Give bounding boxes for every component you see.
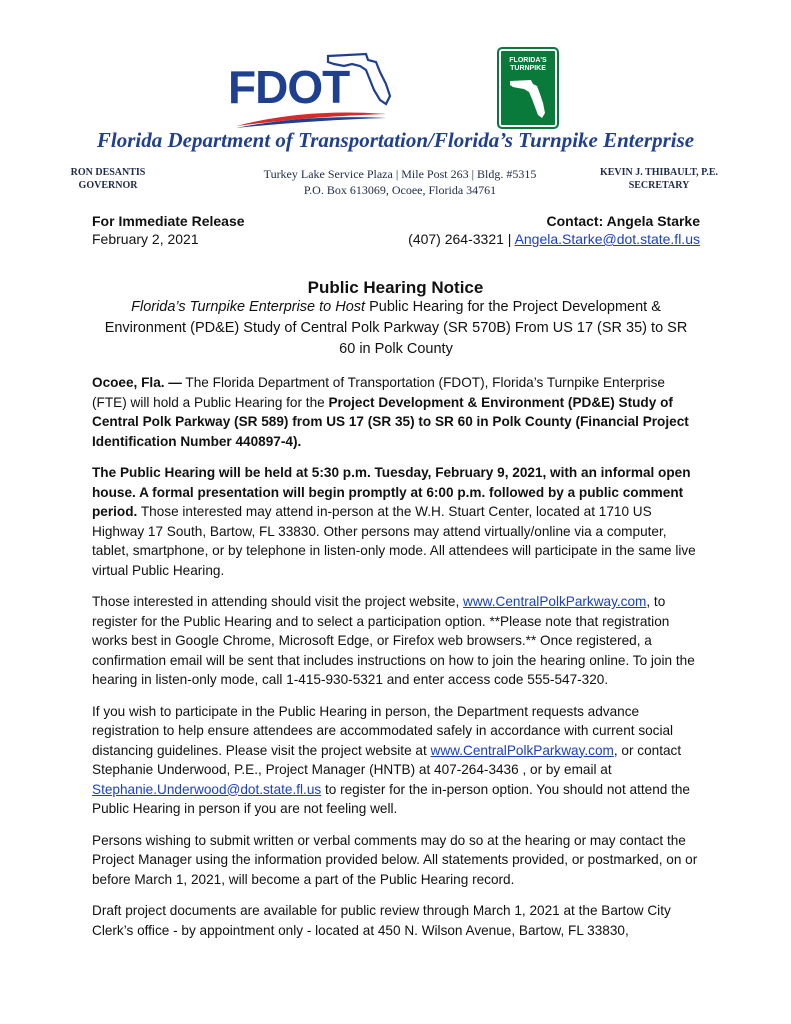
subtitle-rest: Public Hearing for the Project Development & Environment (PD&E) Study of Central Polk Parkway (SR 570B) From US 17 (SR 35) to SR 60 in Polk County (104, 299, 688, 357)
notice-title: Public Hearing Notice (307, 278, 484, 297)
turnpike-logo (497, 47, 559, 129)
paragraph-3 (92, 592, 702, 690)
notice-subtitle (96, 297, 696, 360)
subtitle-italic: Florida’s Turnpike Enterprise to Host (131, 299, 366, 315)
agency-address (240, 166, 560, 198)
fdot-swoosh-icon (236, 110, 386, 128)
paragraph-5: Persons wishing to submit written or verbal comments may do so at the hearing or may contact the Project Manager using the information provided below. All statements provided, or postmarked, on or before March 1, 2021, will become a part of the Public Hearing record. (92, 832, 698, 887)
p2-text: Those interested may attend in-person at the W.H. Stuart Center, located at 1710 US Highway 17 South, Bartow, FL 33830. Other persons may attend virtually/online via a computer, tablet, smartphone, or by telephone in listen-only mode. All attendees will participate in the same live virtual Public Hearing. (92, 504, 696, 578)
contact-phone: (407) 264-3321 (408, 231, 504, 247)
contact-separator: | (503, 231, 515, 247)
governor-title: GOVERNOR (78, 180, 138, 191)
p3-text-1: Those interested in attending should visit the project website, (92, 594, 464, 609)
p3-text-2: , to register for the Public Hearing and to select a participation option. **Please note that registration works best in Google Chrome, Microsoft Edge, or Firefox web browsers.** Once registered, a confirmation email will be sent that includes instructions on how to join the hearing online. To join the hearing in listen-only mode, call 1-415-930-5321 and enter access code 555-547-320. (92, 594, 695, 687)
secretary-name: KEVIN J. THIBAULT, P.E. (599, 167, 719, 178)
florida-outline-icon (326, 50, 394, 106)
release-label: For Immediate Release (92, 213, 245, 229)
fdot-logo-text: FDOT (228, 61, 350, 113)
p4-text-3: to register for the in-person option. You should not attend the Public Hearing in person if you are not feeling well. (92, 781, 690, 816)
paragraph-2 (92, 463, 702, 580)
p4-text-2: , or contact Stephanie Underwood, P.E., Project Manager (HNTB) at 407-264-3436 , or by email at (92, 742, 682, 777)
fdot-logo (228, 50, 398, 130)
agency-title: Florida Department of Transportation/Florida’s Turnpike Enterprise (96, 128, 695, 152)
paragraph-4 (92, 702, 702, 819)
turnpike-logo-line2: TURNPIKE (510, 65, 546, 72)
turnpike-logo-line1: FLORIDA'S (509, 57, 547, 64)
p4-text-1: If you wish to participate in the Public Hearing in person, the Department requests advance registration to help ensure attendees are accommodated safely in accordance with current social distancing guidelines. Please visit the project website at (92, 703, 674, 758)
address-line-2: P.O. Box 613069, Ocoee, Florida 34761 (303, 183, 497, 197)
secretary-block (598, 166, 720, 192)
governor-block (62, 166, 154, 192)
contact-email-link[interactable]: Angela.Starke@dot.state.fl.us (514, 231, 700, 247)
florida-state-icon (509, 77, 547, 119)
project-website-link[interactable]: www.CentralPolkParkway.com (463, 594, 647, 609)
governor-name: RON DESANTIS (70, 167, 146, 178)
release-info (92, 212, 245, 248)
release-date: February 2, 2021 (92, 231, 199, 247)
secretary-title: SECRETARY (628, 180, 690, 191)
project-manager-email-link[interactable]: Stephanie.Underwood@dot.state.fl.us (92, 781, 322, 797)
project-website-link-2[interactable]: www.CentralPolkParkway.com (430, 742, 614, 758)
p1-text: The Florida Department of Transportation (FDOT), Florida’s Turnpike Enterprise (FTE) will hold a Public Hearing for the (92, 375, 665, 410)
paragraph-1 (92, 373, 702, 451)
contact-info (408, 212, 700, 248)
dateline: Ocoee, Fla. — (92, 375, 182, 390)
article-body (92, 373, 702, 952)
p1-bold: Project Development & Environment (PD&E) Study of Central Polk Parkway (SR 589) from US 17 (SR 35) to SR 60 in Polk County (Financial Project Identification Number 440897-4). (92, 394, 689, 449)
address-line-1: Turkey Lake Service Plaza | Mile Post 263 | Bldg. #5315 (263, 167, 537, 181)
contact-label: Contact: Angela Starke (546, 213, 700, 229)
p2-bold: The Public Hearing will be held at 5:30 p.m. Tuesday, February 9, 2021, with an informal open house. A formal presentation will begin promptly at 6:00 p.m. followed by a public comment period. (92, 465, 691, 519)
paragraph-6: Draft project documents are available for public review through March 1, 2021 at the Bartow City Clerk’s office - by appointment only - located at 450 N. Wilson Avenue, Bartow, FL 33830, (92, 903, 671, 938)
